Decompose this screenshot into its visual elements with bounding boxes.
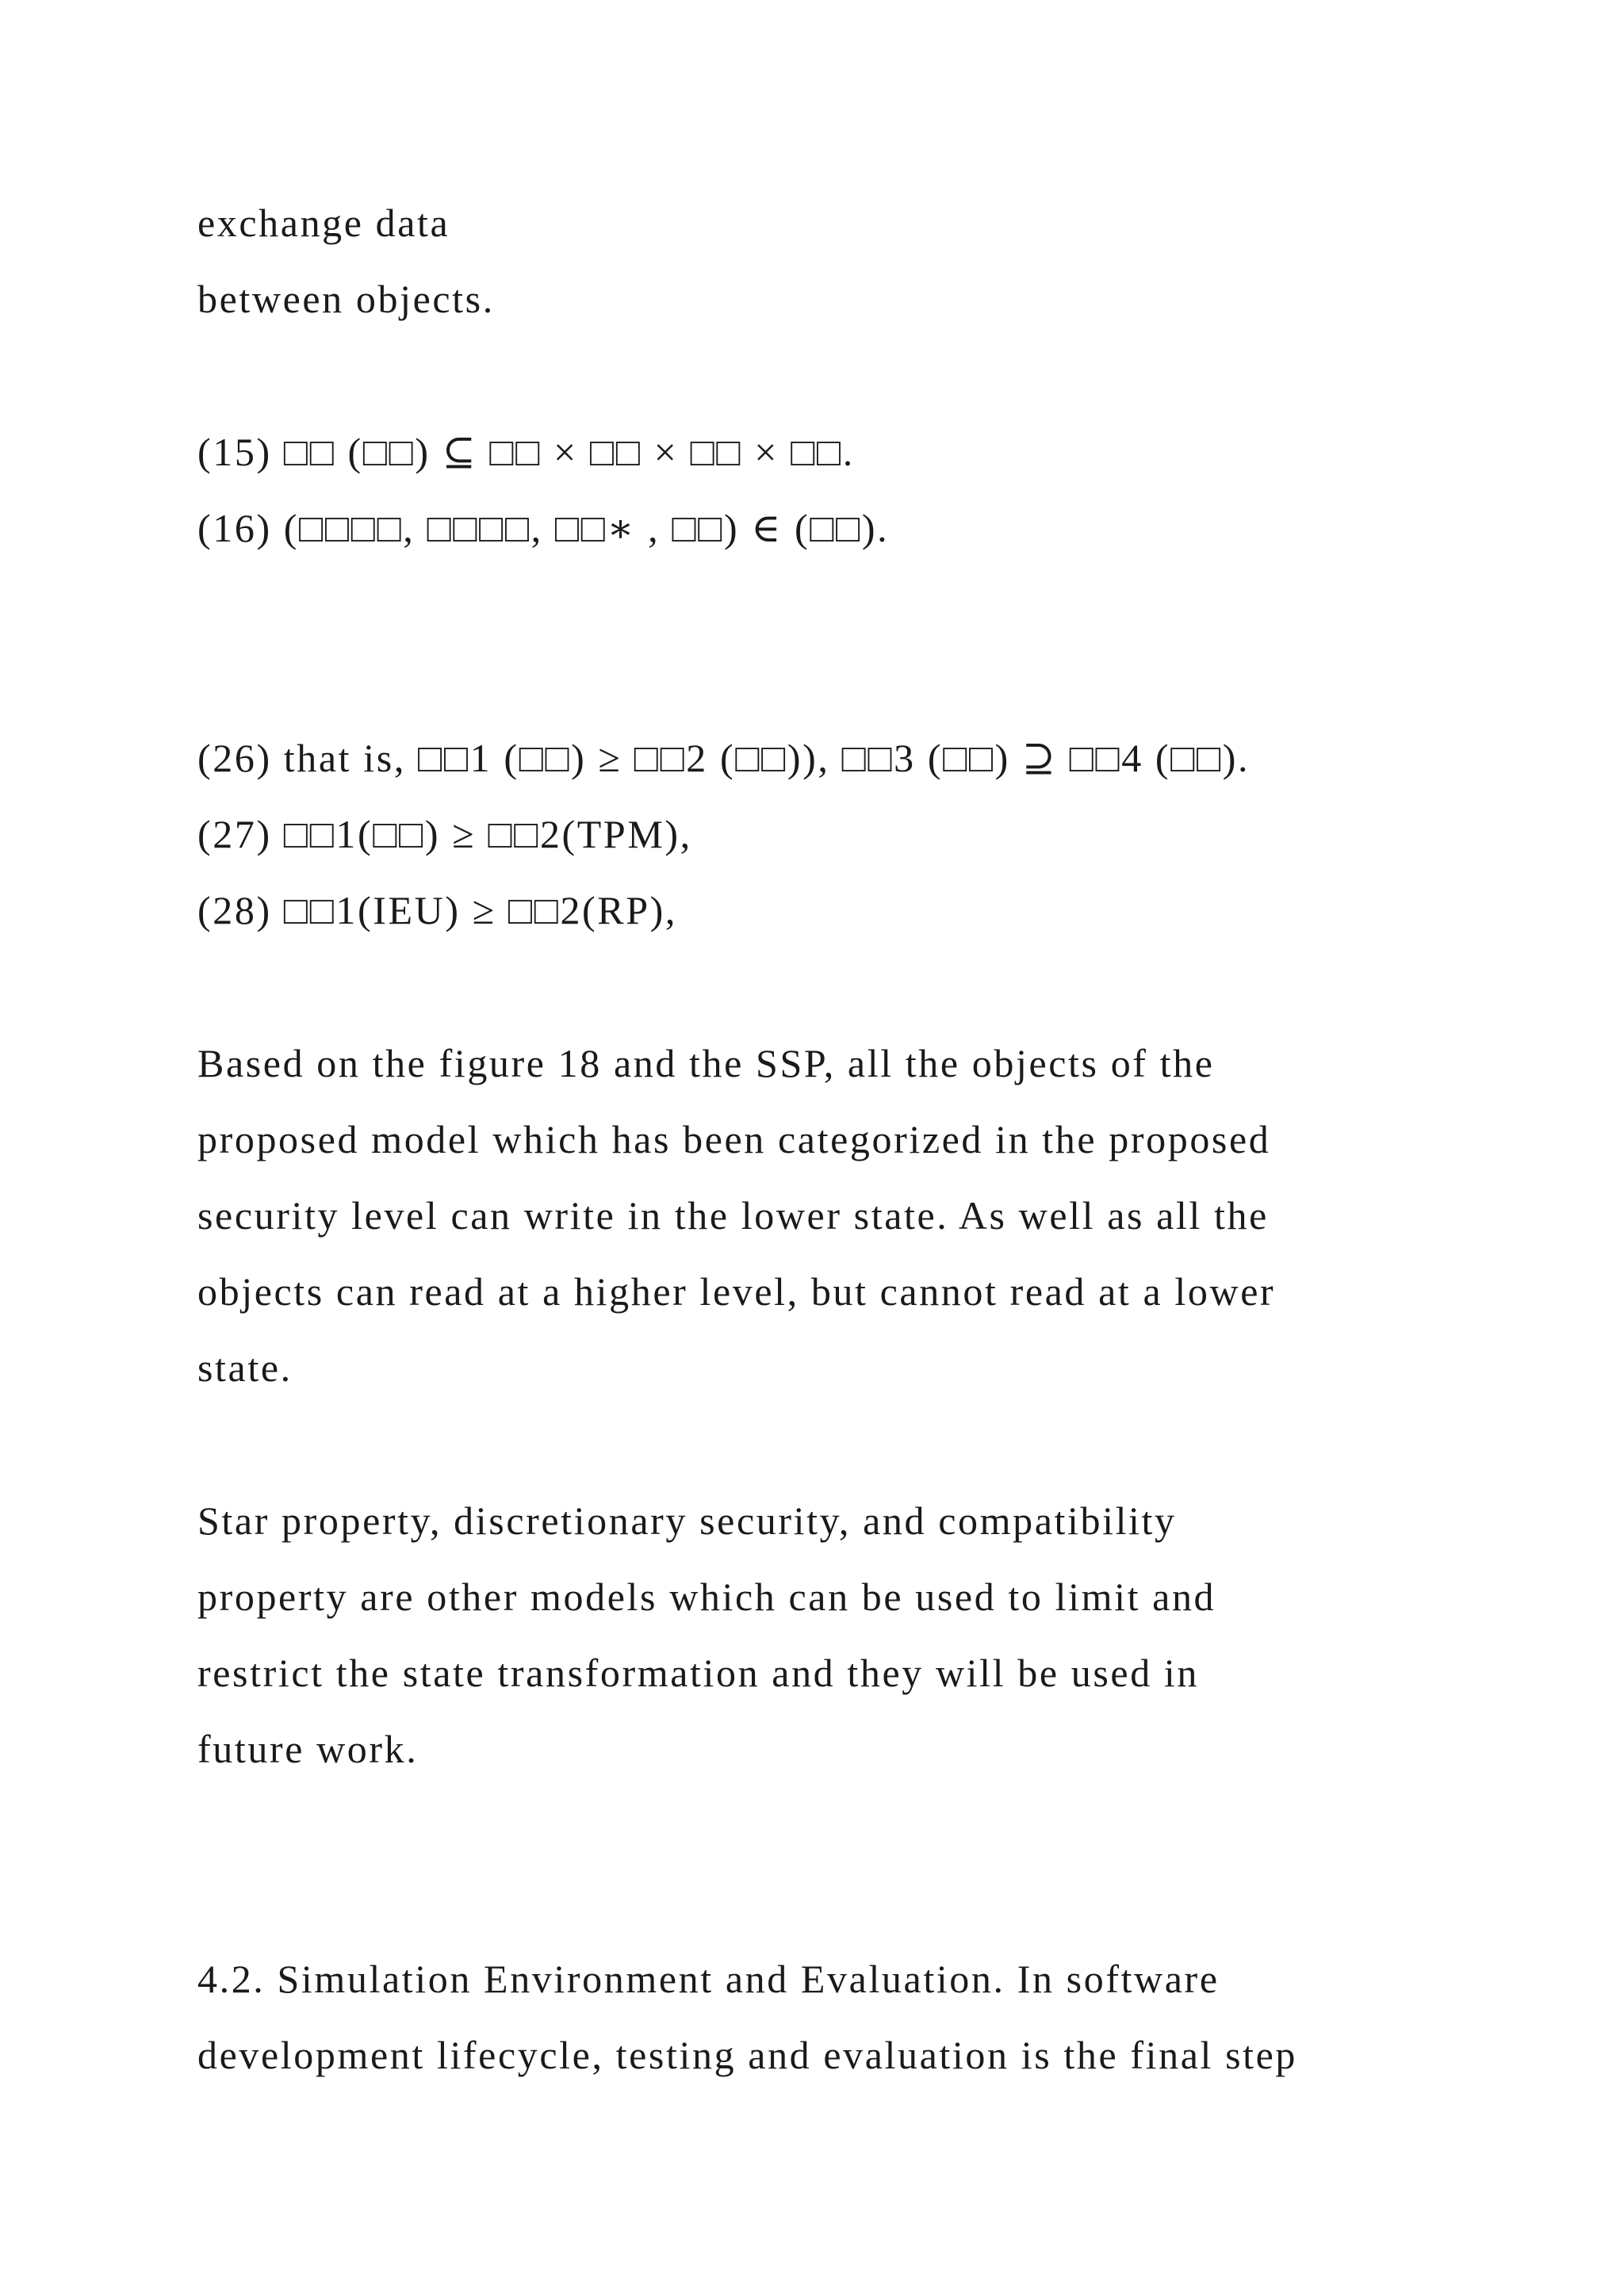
paragraph-line: proposed model which has been categorized in the proposed [197,1117,1271,1161]
equation-28: (28) □□1(IEU) ≥ □□2(RP), [197,888,678,932]
paragraph-line: state. [197,1345,293,1390]
section-heading-line: 4.2. Simulation Environment and Evaluation. In software [197,1957,1220,2001]
equation-16: (16) (□□□□, □□□□, □□∗ , □□) ∈ (□□). [197,506,890,550]
text-line: exchange data [197,201,450,245]
equation-27: (27) □□1(□□) ≥ □□2(TPM), [197,812,692,856]
paragraph-line: future work. [197,1727,419,1771]
paragraph-line: objects can read at a higher level, but cannot read at a lower [197,1269,1276,1314]
paragraph-line: property are other models which can be used to limit and [197,1575,1216,1619]
paragraph-line: security level can write in the lower state. As well as all the [197,1193,1269,1238]
equation-26: (26) that is, □□1 (□□) ≥ □□2 (□□)), □□3 (□□) ⊇ □□4 (□□). [197,736,1251,780]
equation-15: (15) □□ (□□) ⊆ □□ × □□ × □□ × □□. [197,430,855,474]
text-line: between objects. [197,277,495,321]
paragraph-line: restrict the state transformation and they will be used in [197,1651,1199,1695]
paragraph-line: development lifecycle, testing and evaluation is the final step [197,2033,1298,2077]
paragraph-line: Based on the figure 18 and the SSP, all the objects of the [197,1041,1215,1085]
paragraph-line: Star property, discretionary security, and compatibility [197,1498,1177,1543]
